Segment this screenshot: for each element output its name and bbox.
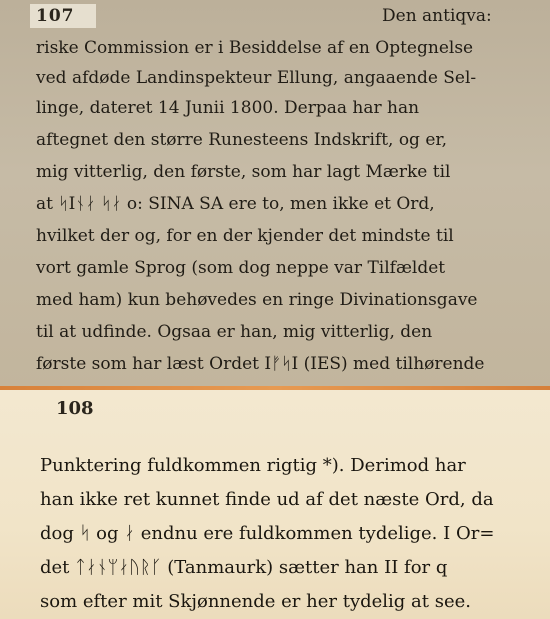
page-divider bbox=[0, 386, 550, 390]
text-line: han ikke ret kunnet finde ud af det næste Ord, da bbox=[40, 489, 494, 510]
text-line: med ham) kun behøvedes en ringe Divinationsgave bbox=[36, 290, 478, 310]
text-line: første som har læst Ordet IᚠᛋI (IES) med tilhørende bbox=[36, 354, 485, 374]
text-line: til at udfinde. Ogsaa er han, mig vitterlig, den bbox=[36, 322, 433, 342]
text-line: mig vitterlig, den første, som har lagt Mærke til bbox=[36, 162, 451, 182]
text-line: som efter mit Skjønnende er her tydelig at see. bbox=[40, 591, 471, 612]
text-line: riske Commission er i Besiddelse af en Optegnelse bbox=[36, 38, 474, 58]
text-line: dog ᛋ og ᛅ endnu ere fuldkommen tydelige. I Or= bbox=[40, 523, 495, 544]
text-line: linge, dateret 14 Junii 1800. Derpaa har han bbox=[36, 98, 420, 118]
text-line: hvilket der og, for en der kjender det mindste til bbox=[36, 226, 454, 246]
text-line: ved afdøde Landinspekteur Ellung, angaaende Sel- bbox=[36, 68, 477, 88]
text-line: aftegnet den større Runesteens Indskrift, og er, bbox=[36, 130, 448, 150]
page-number-bottom: 108 bbox=[56, 398, 94, 419]
text-line: at ᛋIᚾᛅ ᛋᛅ o: SINA SA ere to, men ikke et Ord, bbox=[36, 194, 435, 214]
page-number-top: 107 bbox=[36, 6, 75, 26]
text-line: vort gamle Sprog (som dog neppe var Tilfældet bbox=[36, 258, 446, 278]
text-line: det ᛏᛅᚾᛘᛅᚢᚱᚴ (Tanmaurk) sætter han II for q bbox=[40, 557, 448, 578]
text-line: Den antiqva: bbox=[382, 6, 492, 26]
text-line: Punktering fuldkommen rigtig *). Derimod har bbox=[40, 455, 466, 476]
